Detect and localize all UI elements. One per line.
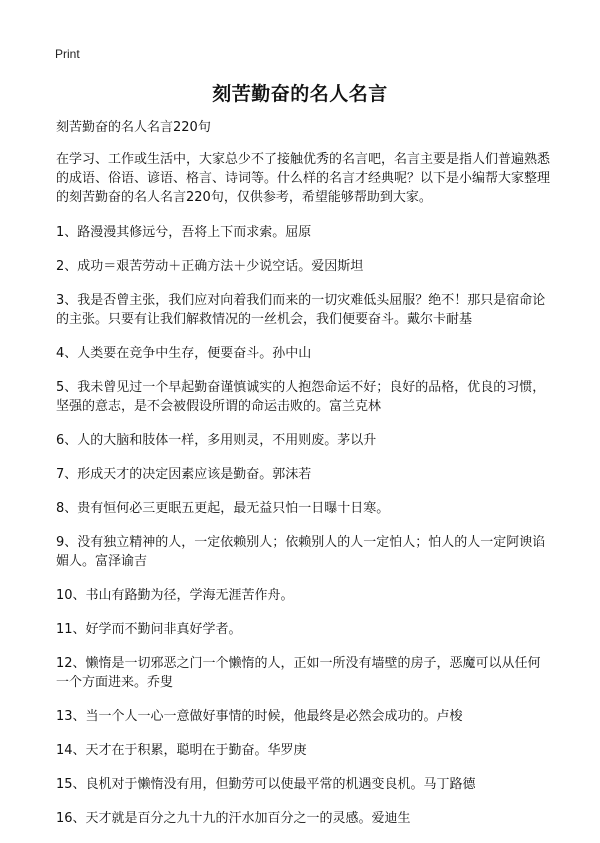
quote-item-5: 5、我未曾见过一个早起勤奋谨慎诚实的人抱怨命运不好；良好的品格，优良的习惯，坚强的意志，是不会被假设所谓的命运击败的。富兰克林 — [56, 380, 546, 414]
quote-item-10: 10、书山有路勤为径，学海无涯苦作舟。 — [56, 588, 294, 603]
quote-item-16: 16、天才就是百分之九十九的汗水加百分之一的灵感。爱迪生 — [56, 811, 411, 826]
quote-item-7: 7、形成天才的决定因素应该是勤奋。郭沫若 — [56, 467, 312, 482]
quote-item-6: 6、人的大脑和肢体一样，多用则灵，不用则废。茅以升 — [56, 433, 377, 448]
intro-paragraph: 在学习、工作或生活中，大家总少不了接触优秀的名言吧，名言主要是指人们普遍熟悉的成语、俗语、谚语、格言、诗词等。什么样的名言才经典呢？以下是小编帮大家整理的刻苦勤奋的名人名言220句，仅供参考，希望能够帮助到大家。 — [56, 152, 551, 205]
quote-item-8: 8、贵有恒何必三更眠五更起，最无益只怕一日曝十日寒。 — [56, 501, 390, 516]
quote-item-4: 4、人类要在竞争中生存，便要奋斗。孙中山 — [56, 346, 312, 361]
quote-item-13: 13、当一个人一心一意做好事情的时候，他最终是必然会成功的。卢梭 — [56, 709, 463, 724]
quote-item-9: 9、没有独立精神的人，一定依赖别人；依赖别人的人一定怕人；怕人的人一定阿谀谄媚人。富泽谕吉 — [56, 535, 546, 569]
quote-item-3: 3、我是否曾主张，我们应对向着我们而来的一切灾难低头屈服？绝不！那只是宿命论的主张。只要有让我们解救情况的一丝机会，我们便要奋斗。戴尔卡耐基 — [56, 293, 546, 327]
quote-item-15: 15、良机对于懒惰没有用，但勤劳可以使最平常的机遇变良机。马丁路德 — [56, 777, 476, 792]
page-title: 刻苦勤奋的名人名言 — [212, 83, 388, 105]
quote-item-14: 14、天才在于积累，聪明在于勤奋。华罗庚 — [56, 743, 307, 758]
quote-item-12: 12、懒惰是一切邪恶之门一个懒惰的人，正如一所没有墙壁的房子，恶魔可以从任何一个方面进来。乔叟 — [56, 656, 541, 690]
print-link[interactable]: Print — [55, 47, 80, 61]
quote-item-11: 11、好学而不勤问非真好学者。 — [56, 622, 242, 637]
quote-item-2: 2、成功＝艰苦劳动＋正确方法＋少说空话。爱因斯坦 — [56, 259, 364, 274]
quote-item-1: 1、路漫漫其修远兮，吾将上下而求索。屈原 — [56, 225, 312, 240]
article-subtitle: 刻苦勤奋的名人名言220句 — [56, 120, 211, 135]
article-body — [56, 118, 552, 843]
